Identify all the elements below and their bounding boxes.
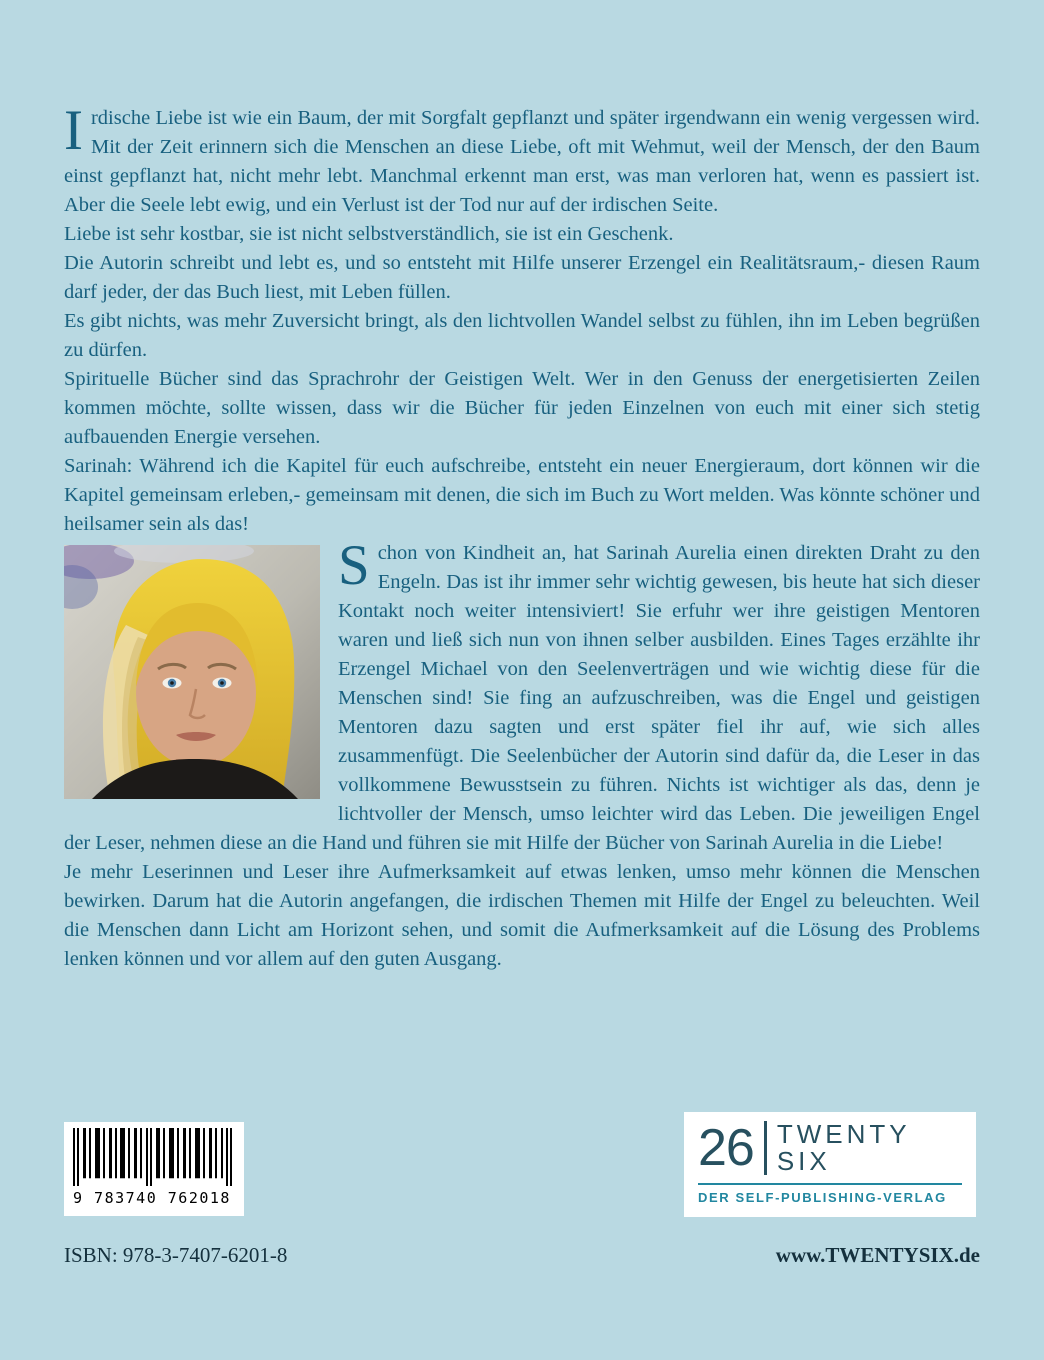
author-photo (64, 545, 320, 799)
paragraph-autorin-3: Spirituelle Bücher sind das Sprachrohr der Geistigen Welt. Wer in den Genuss der energetisierten Zeilen kommen möchte, sollte wissen, dass wir die Bücher für jeden Einzelnen von euch mit einer sich stetig aufbauenden Energie versehen. (64, 368, 980, 448)
paragraph-author-bio-text: chon von Kindheit an, hat Sarinah Aurelia einen direkten Draht zu den Engeln. Das ist ihr immer sehr wichtig gewesen, bis heute hat sich dieser Kontakt noch weiter intensiviert! Sie erfuhr wer ihre geistigen Mentoren waren und ließ sich nun von ihnen selber ausbilden. Eines Tages erzählte ihr Erzengel Michael von den Seelenverträgen und wie wichtig diese für die Menschen sind! Sie fing an aufzuschreiben, was die Engel und geistigen Mentoren dazu sagten und erst später fiel ihr auf, wie sich alles zusammenfügt. Die Seelenbücher der Autorin sind dafür da, die Leser in das vollkommene Bewusstsein zu führen. Nichts ist wichtiger als das, denn je lichtvoller der Mensch, umso leichter wird das Leben. Die jeweiligen Engel der Leser, nehmen diese an die Hand und führen sie mit Hilfe der Bücher von Sarinah Aurelia in die Liebe! (64, 542, 980, 854)
back-cover-text (64, 99, 980, 974)
paragraph-intro (64, 99, 980, 220)
dropcap-s: S (338, 534, 370, 597)
logo-divider (764, 1121, 767, 1175)
dropcap-i: I (64, 99, 83, 162)
website-text: www.TWENTYSIX.de (775, 1243, 980, 1267)
logo-name-line2: SIX (776, 1146, 831, 1177)
paragraph-gift: Liebe ist sehr kostbar, sie ist nicht selbstverständlich, sie ist ein Geschenk. (64, 223, 674, 245)
paragraph-sarinah: Sarinah: Während ich die Kapitel für euch aufschreibe, entsteht ein neuer Energieraum, dort können wir die Kapitel gemeinsam erleben,- gemeinsam mit denen, die sich im Buch zu Wort melden. Was könnte schöner und heilsamer sein als das! (64, 455, 980, 535)
logo-number: 26 (698, 1119, 754, 1178)
isbn-row (64, 1243, 980, 1268)
publisher-logo (684, 1112, 976, 1217)
isbn-text: ISBN: 978-3-7407-6201-8 (64, 1243, 288, 1267)
logo-tagline: DER SELF-PUBLISHING-VERLAG (698, 1183, 962, 1205)
barcode (64, 1122, 244, 1216)
barcode-digits: 9 783740 762018 (73, 1189, 231, 1207)
paragraph-autorin-2: Es gibt nichts, was mehr Zuversicht bringt, als den lichtvollen Wandel selbst zu fühlen, ihn im Leben begrüßen zu dürfen. (64, 310, 980, 361)
paragraph-continuation: Je mehr Leserinnen und Leser ihre Aufmerksamkeit auf etwas lenken, umso mehr können die Menschen bewirken. Darum hat die Autorin angefangen, die irdischen Themen mit Hilfe der Engel zu beleuchten. Weil die Menschen dann Licht am Horizont sehen, und somit die Aufmerksamkeit auf die Lösung des Problems lenken können und vor allem auf den guten Ausgang. (64, 861, 980, 970)
author-section (64, 534, 980, 974)
barcode-bars (73, 1128, 235, 1186)
paragraph-autorin-1: Die Autorin schreibt und lebt es, und so entsteht mit Hilfe unserer Erzengel ein Realitätsraum,- diesen Raum darf jeder, der das Buch liest, mit Leben füllen. (64, 252, 980, 303)
logo-name (777, 1121, 911, 1176)
logo-name-line1: TWENTY (776, 1119, 911, 1149)
paragraph-intro-text: rdische Liebe ist wie ein Baum, der mit Sorgfalt gepflanzt und später irgendwann ein wenig vergessen wird. Mit der Zeit erinnern sich die Menschen an diese Liebe, oft mit Wehmut, weil der Mensch, der den Baum einst gepflanzt hat, nicht mehr lebt. Manchmal erkennt man erst, was man verloren hat, wenn es passiert ist. Aber die Seele lebt ewig, und ein Verlust ist der Tod nur auf der irdischen Seite. (64, 107, 980, 216)
publisher-logo-top (698, 1121, 962, 1176)
